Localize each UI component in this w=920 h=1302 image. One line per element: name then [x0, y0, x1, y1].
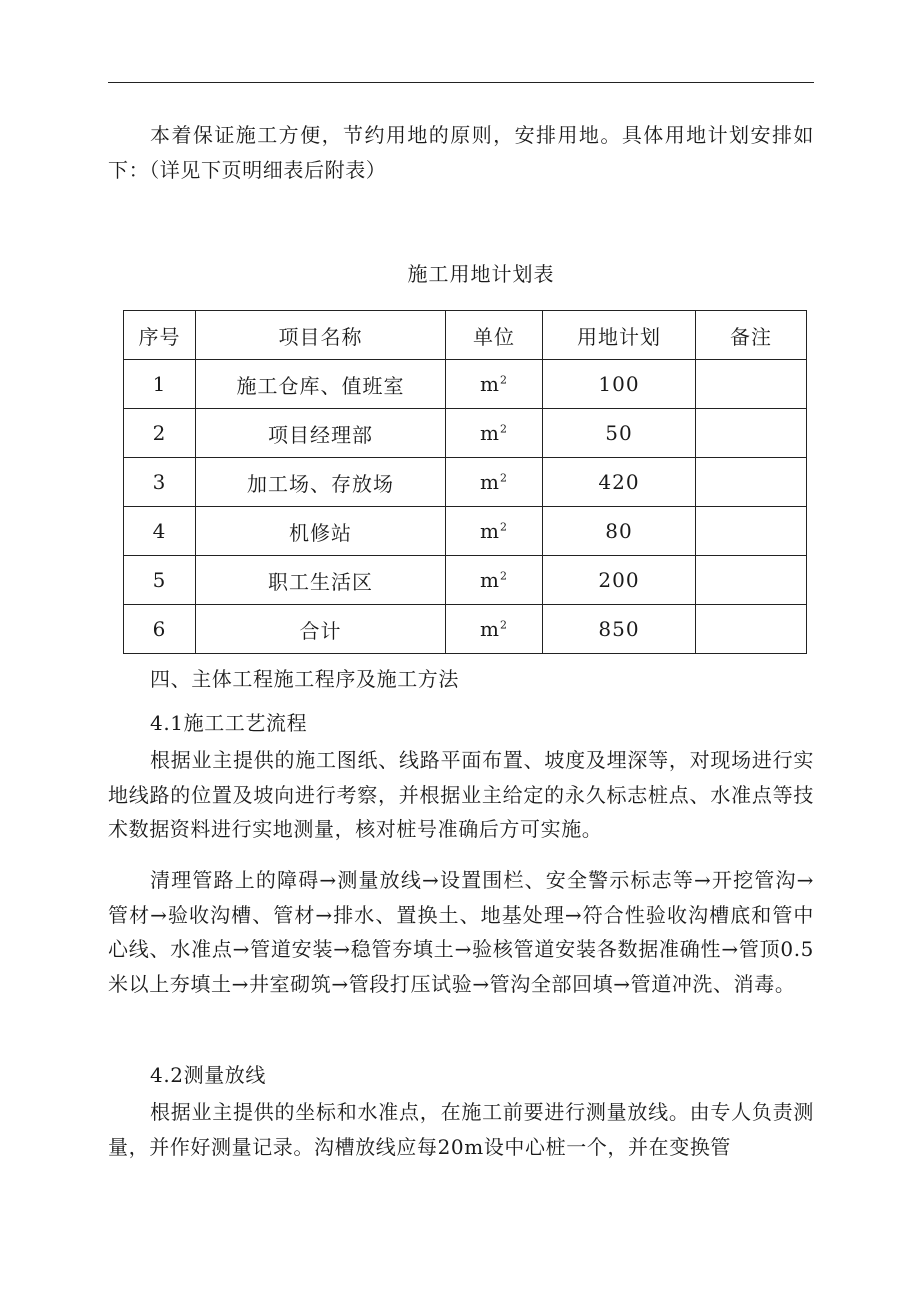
row-plan: 420 — [543, 458, 696, 507]
row-plan: 200 — [543, 556, 696, 605]
row-name: 加工场、存放场 — [196, 458, 446, 507]
row-name: 职工生活区 — [196, 556, 446, 605]
row-name: 项目经理部 — [196, 409, 446, 458]
row-unit: $m^2$ — [446, 409, 543, 458]
header-name: 项目名称 — [196, 311, 446, 360]
section-4-2-heading: 4.2测量放线 — [150, 1063, 267, 1087]
header-plan: 用地计划 — [543, 311, 696, 360]
row-name: 机修站 — [196, 507, 446, 556]
header-no: 序号 — [124, 311, 196, 360]
section-4-1-heading: 4.1施工工艺流程 — [150, 711, 308, 735]
table-caption: 施工用地计划表 — [407, 262, 555, 286]
row-unit: $m^2$ — [446, 507, 543, 556]
table-row — [124, 458, 807, 507]
header-note: 备注 — [696, 311, 807, 360]
row-no: 4 — [124, 507, 196, 556]
header-unit: 单位 — [446, 311, 543, 360]
row-plan: 850 — [543, 605, 696, 654]
row-unit: $m^2$ — [446, 605, 543, 654]
row-plan: 50 — [543, 409, 696, 458]
land-use-table — [123, 310, 807, 654]
header-rule — [108, 82, 814, 83]
row-note — [696, 409, 807, 458]
row-note — [696, 458, 807, 507]
row-no: 6 — [124, 605, 196, 654]
section-4-2-paragraph: 根据业主提供的坐标和水准点，在施工前要进行测量放线。由专人负责测量，并作好测量记录。沟槽放线应每20m设中心桩一个，并在变换管 — [108, 1100, 814, 1159]
section-4-1-paragraph-2: 清理管路上的障碍→测量放线→设置围栏、安全警示标志等→开挖管沟→管材→验收沟槽、管材→排水、置换土、地基处理→符合性验收沟槽底和管中心线、水准点→管道安装→稳管夯填土→验核管道安装各数据准确性→管顶0.5米以上夯填土→井室砌筑→管段打压试验→管沟全部回填→管道冲洗、消毒。 — [108, 868, 814, 996]
intro-paragraph: 本着保证施工方便，节约用地的原则，安排用地。具体用地计划安排如下：（详见下页明细表后附表） — [108, 123, 814, 182]
row-note — [696, 507, 807, 556]
row-name: 合计 — [196, 605, 446, 654]
table-row — [124, 507, 807, 556]
row-plan: 80 — [543, 507, 696, 556]
section-4-heading: 四、主体工程施工程序及施工方法 — [150, 667, 459, 691]
row-plan: 100 — [543, 360, 696, 409]
row-unit: $m^2$ — [446, 458, 543, 507]
table-header-row — [124, 311, 807, 360]
row-unit: $m^2$ — [446, 556, 543, 605]
table-row-total — [124, 605, 807, 654]
table-row — [124, 360, 807, 409]
row-no: 1 — [124, 360, 196, 409]
table-row — [124, 409, 807, 458]
row-no: 3 — [124, 458, 196, 507]
table-row — [124, 556, 807, 605]
row-name: 施工仓库、值班室 — [196, 360, 446, 409]
row-note — [696, 605, 807, 654]
row-note — [696, 360, 807, 409]
row-unit: $m^2$ — [446, 360, 543, 409]
row-no: 2 — [124, 409, 196, 458]
row-no: 5 — [124, 556, 196, 605]
row-note — [696, 556, 807, 605]
section-4-1-paragraph-1: 根据业主提供的施工图纸、线路平面布置、坡度及埋深等，对现场进行实地线路的位置及坡向进行考察，并根据业主给定的永久标志桩点、水准点等技术数据资料进行实地测量，核对桩号准确后方可实施。 — [108, 748, 814, 841]
